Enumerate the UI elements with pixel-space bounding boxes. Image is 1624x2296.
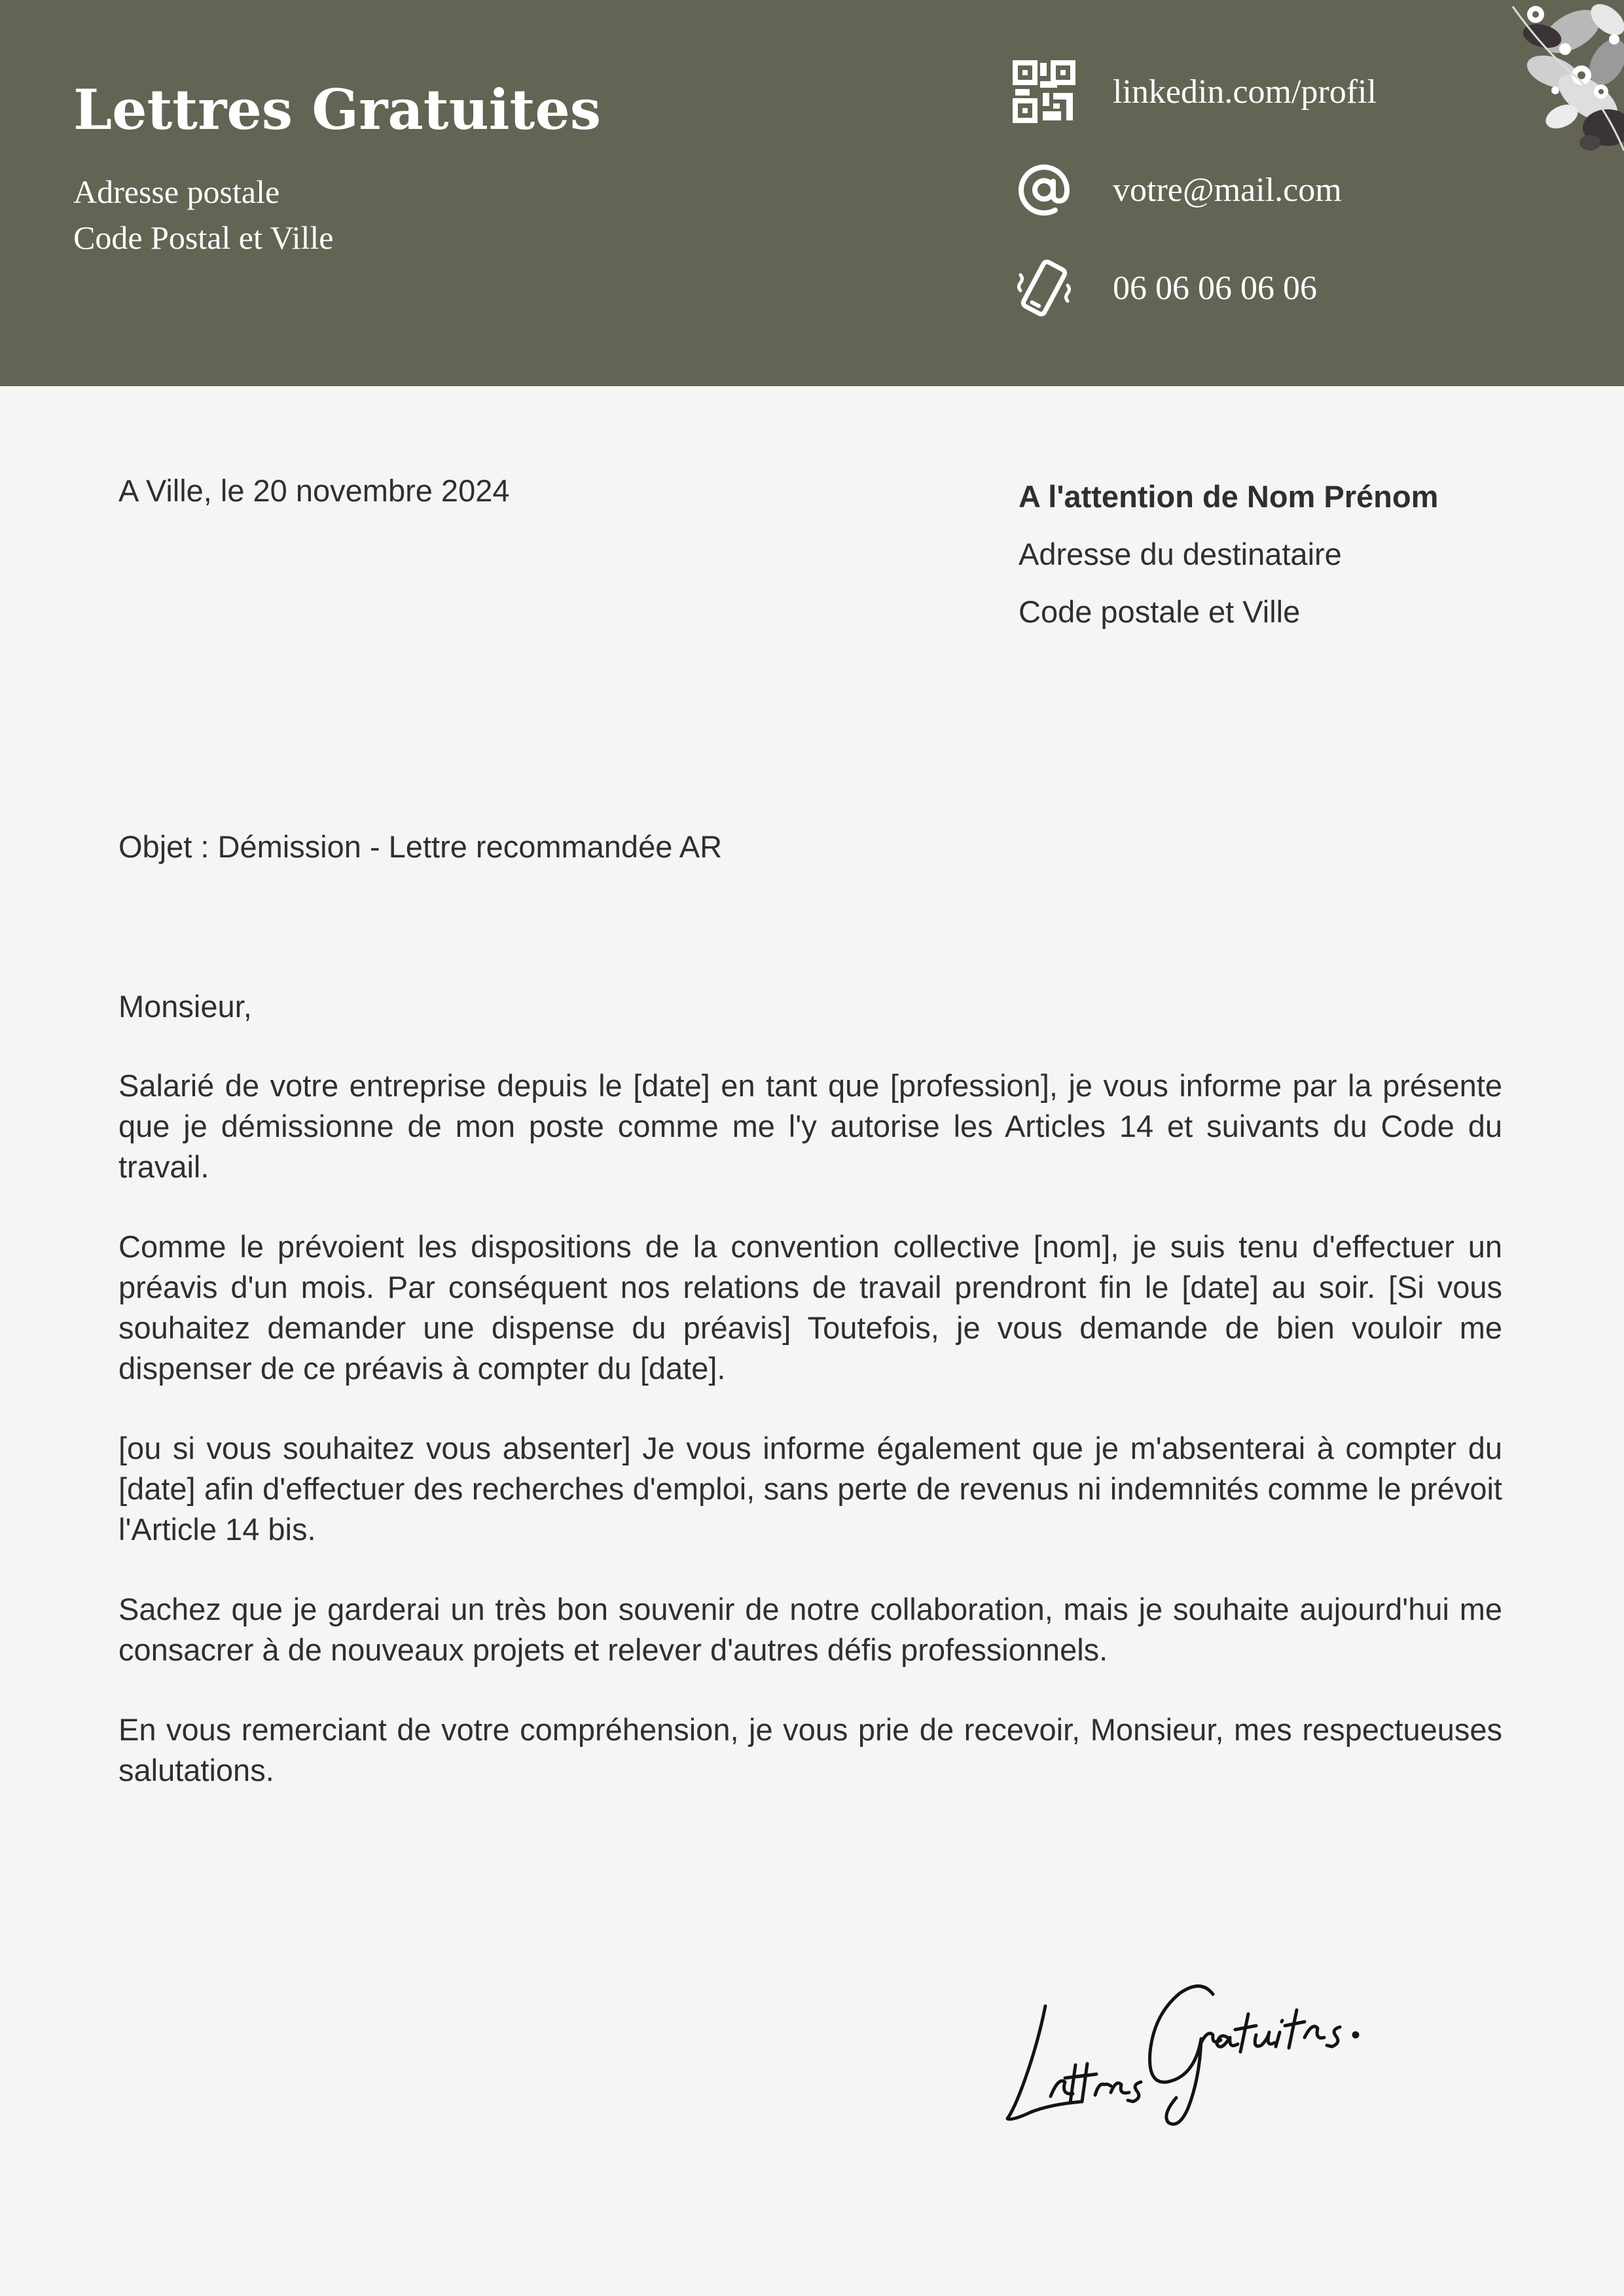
linkedin-text: linkedin.com/profil: [1113, 73, 1377, 111]
salutation: Monsieur,: [118, 989, 252, 1024]
handwritten-signature: [1005, 1967, 1384, 2137]
sender-name: Lettres Gratuites: [73, 77, 602, 142]
body-paragraph: Sachez que je garderai un très bon souvenir de notre collaboration, mais je souhaite aujourd'hui me consacrer à de nouveaux projets et relever d'autres défis professionnels.: [118, 1592, 1502, 1667]
letter-subject: Objet : Démission - Lettre recommandée AR: [118, 829, 723, 864]
contact-phone: [1008, 252, 1317, 324]
qr-code-icon: [1008, 56, 1080, 128]
recipient-block: [1019, 468, 1438, 641]
phone-text: 06 06 06 06 06: [1113, 269, 1317, 307]
contact-linkedin: [1008, 56, 1377, 128]
place-date: A Ville, le 20 novembre 2024: [118, 473, 510, 508]
sender-address-line: Adresse postale: [73, 173, 280, 210]
recipient-name: A l'attention de Nom Prénom: [1019, 479, 1439, 514]
recipient-city: Code postale et Ville: [1019, 594, 1301, 629]
sender-address: [73, 169, 333, 260]
contact-email: [1008, 154, 1342, 226]
body-paragraph: En vous remerciant de votre compréhension, je vous prie de recevoir, Monsieur, mes respectueuses salutations.: [118, 1712, 1502, 1787]
email-text: votre@mail.com: [1113, 171, 1342, 209]
phone-icon: [1008, 252, 1080, 324]
letter-header: [0, 0, 1624, 386]
floral-decoration: [1473, 0, 1624, 157]
letter-body: [118, 1066, 1502, 1830]
sender-city-line: Code Postal et Ville: [73, 219, 334, 256]
at-sign-icon: [1008, 154, 1080, 226]
body-paragraph: Comme le prévoient les dispositions de la convention collective [nom], je suis tenu d'effectuer un préavis d'un mois. Par conséquent nos relations de travail prendront fin le [date] au soir. [Si vous souhaitez demander une dispense du préavis] Toutefois, je vous demande de bien vouloir me dispenser de ce préavis à compter du [date].: [118, 1229, 1502, 1386]
body-paragraph: Salarié de votre entreprise depuis le [date] en tant que [profession], je vous informe par la présente que je démissionne de mon poste comme me l'y autorise les Articles 14 et suivants du Code du travail.: [118, 1068, 1502, 1184]
recipient-address: Adresse du destinataire: [1019, 537, 1342, 571]
body-paragraph: [ou si vous souhaitez vous absenter] Je vous informe également que je m'absenterai à compter du [date] afin d'effectuer des recherches d'emploi, sans perte de revenus ni indemnités comme le prévoit l'Article 14 bis.: [118, 1431, 1502, 1547]
